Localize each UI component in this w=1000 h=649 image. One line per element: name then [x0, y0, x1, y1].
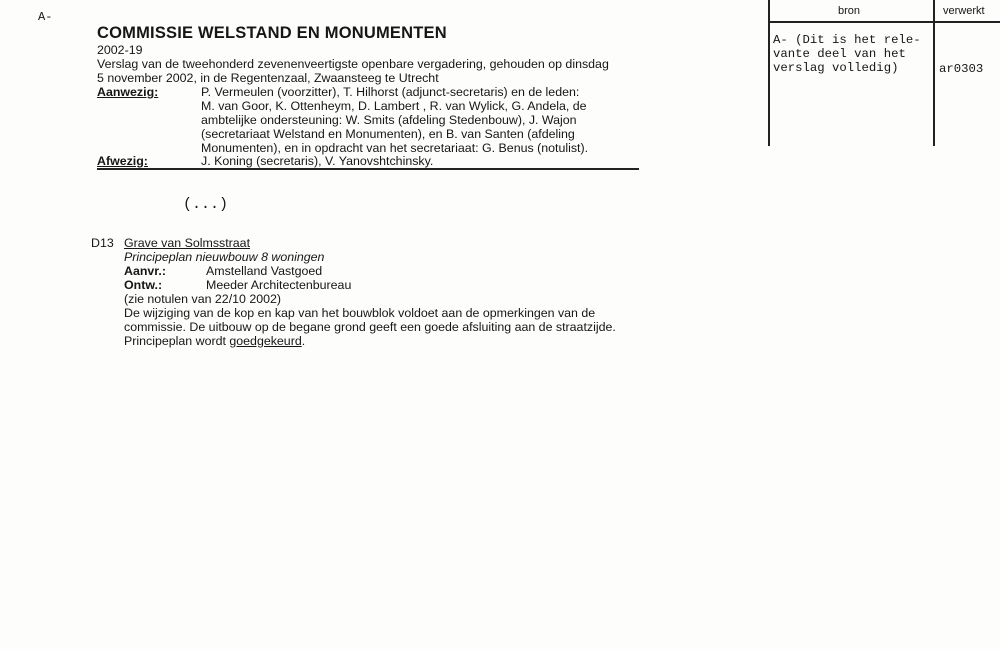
present-line: Monumenten), en in opdracht van het secretariaat: G. Benus (notulist). [201, 141, 589, 155]
designer-value: Meeder Architectenbureau [206, 278, 352, 292]
approval-verdict: goedgekeurd [229, 334, 302, 348]
absent-label: Afwezig: [97, 154, 148, 168]
present-line: P. Vermeulen (voorzitter), T. Hilhorst (adjunct-secretaris) en de leden: [201, 85, 580, 99]
verwerkt-code: ar0303 [939, 62, 984, 76]
present-line: M. van Goor, K. Ottenheym, D. Lambert , R. van Wylick, G. Andela, de [201, 99, 587, 113]
reference-note: (zie notulen van 22/10 2002) [124, 292, 282, 306]
designer-label: Ontw.: [124, 278, 163, 292]
applicant-value: Amstelland Vastgoed [206, 264, 323, 278]
present-label: Aanwezig: [97, 85, 159, 99]
source-note-line: vante deel van het [773, 47, 906, 61]
intro-line: 5 november 2002, in de Regentenzaal, Zwaansteeg te Utrecht [97, 71, 439, 85]
applicant-label: Aanvr.: [124, 264, 167, 278]
verwerkt-header: verwerkt [943, 5, 985, 17]
source-note-line: A- (Dit is het rele- [773, 33, 921, 47]
box-header-rule [768, 21, 1000, 23]
body-line: De wijziging van de kop en kap van het bouwblok voldoet aan de opmerkingen van de [124, 306, 596, 320]
document-title: COMMISSIE WELSTAND EN MONUMENTEN [97, 24, 447, 42]
source-note-line: verslag volledig) [773, 61, 899, 75]
conclusion-suffix: . [301, 334, 306, 348]
report-number: 2002-19 [97, 43, 143, 57]
item-code: D13 [91, 236, 114, 250]
item-title: Grave van Solmsstraat [124, 236, 251, 250]
conclusion-line [124, 334, 305, 348]
header-rule [97, 168, 639, 170]
margin-marker: A- [38, 10, 53, 24]
body-line: commissie. De uitbouw op de begane grond geeft een goede afsluiting aan de straatzijde. [124, 320, 616, 334]
omission-marker: (...) [183, 196, 229, 213]
conclusion-prefix: Principeplan wordt [124, 334, 230, 348]
intro-line: Verslag van de tweehonderd zevenenveertigste openbare vergadering, gehouden op dinsdag [97, 57, 609, 71]
absent-text: J. Koning (secretaris), V. Yanovshtchinsky. [201, 154, 434, 168]
present-line: (secretariaat Welstand en Monumenten), en B. van Santen (afdeling [201, 127, 575, 141]
item-subtitle: Principeplan nieuwbouw 8 woningen [124, 250, 325, 264]
bron-header: bron [838, 5, 861, 17]
present-line: ambtelijke ondersteuning: W. Smits (afdeling Stedenbouw), J. Wajon [201, 113, 577, 127]
